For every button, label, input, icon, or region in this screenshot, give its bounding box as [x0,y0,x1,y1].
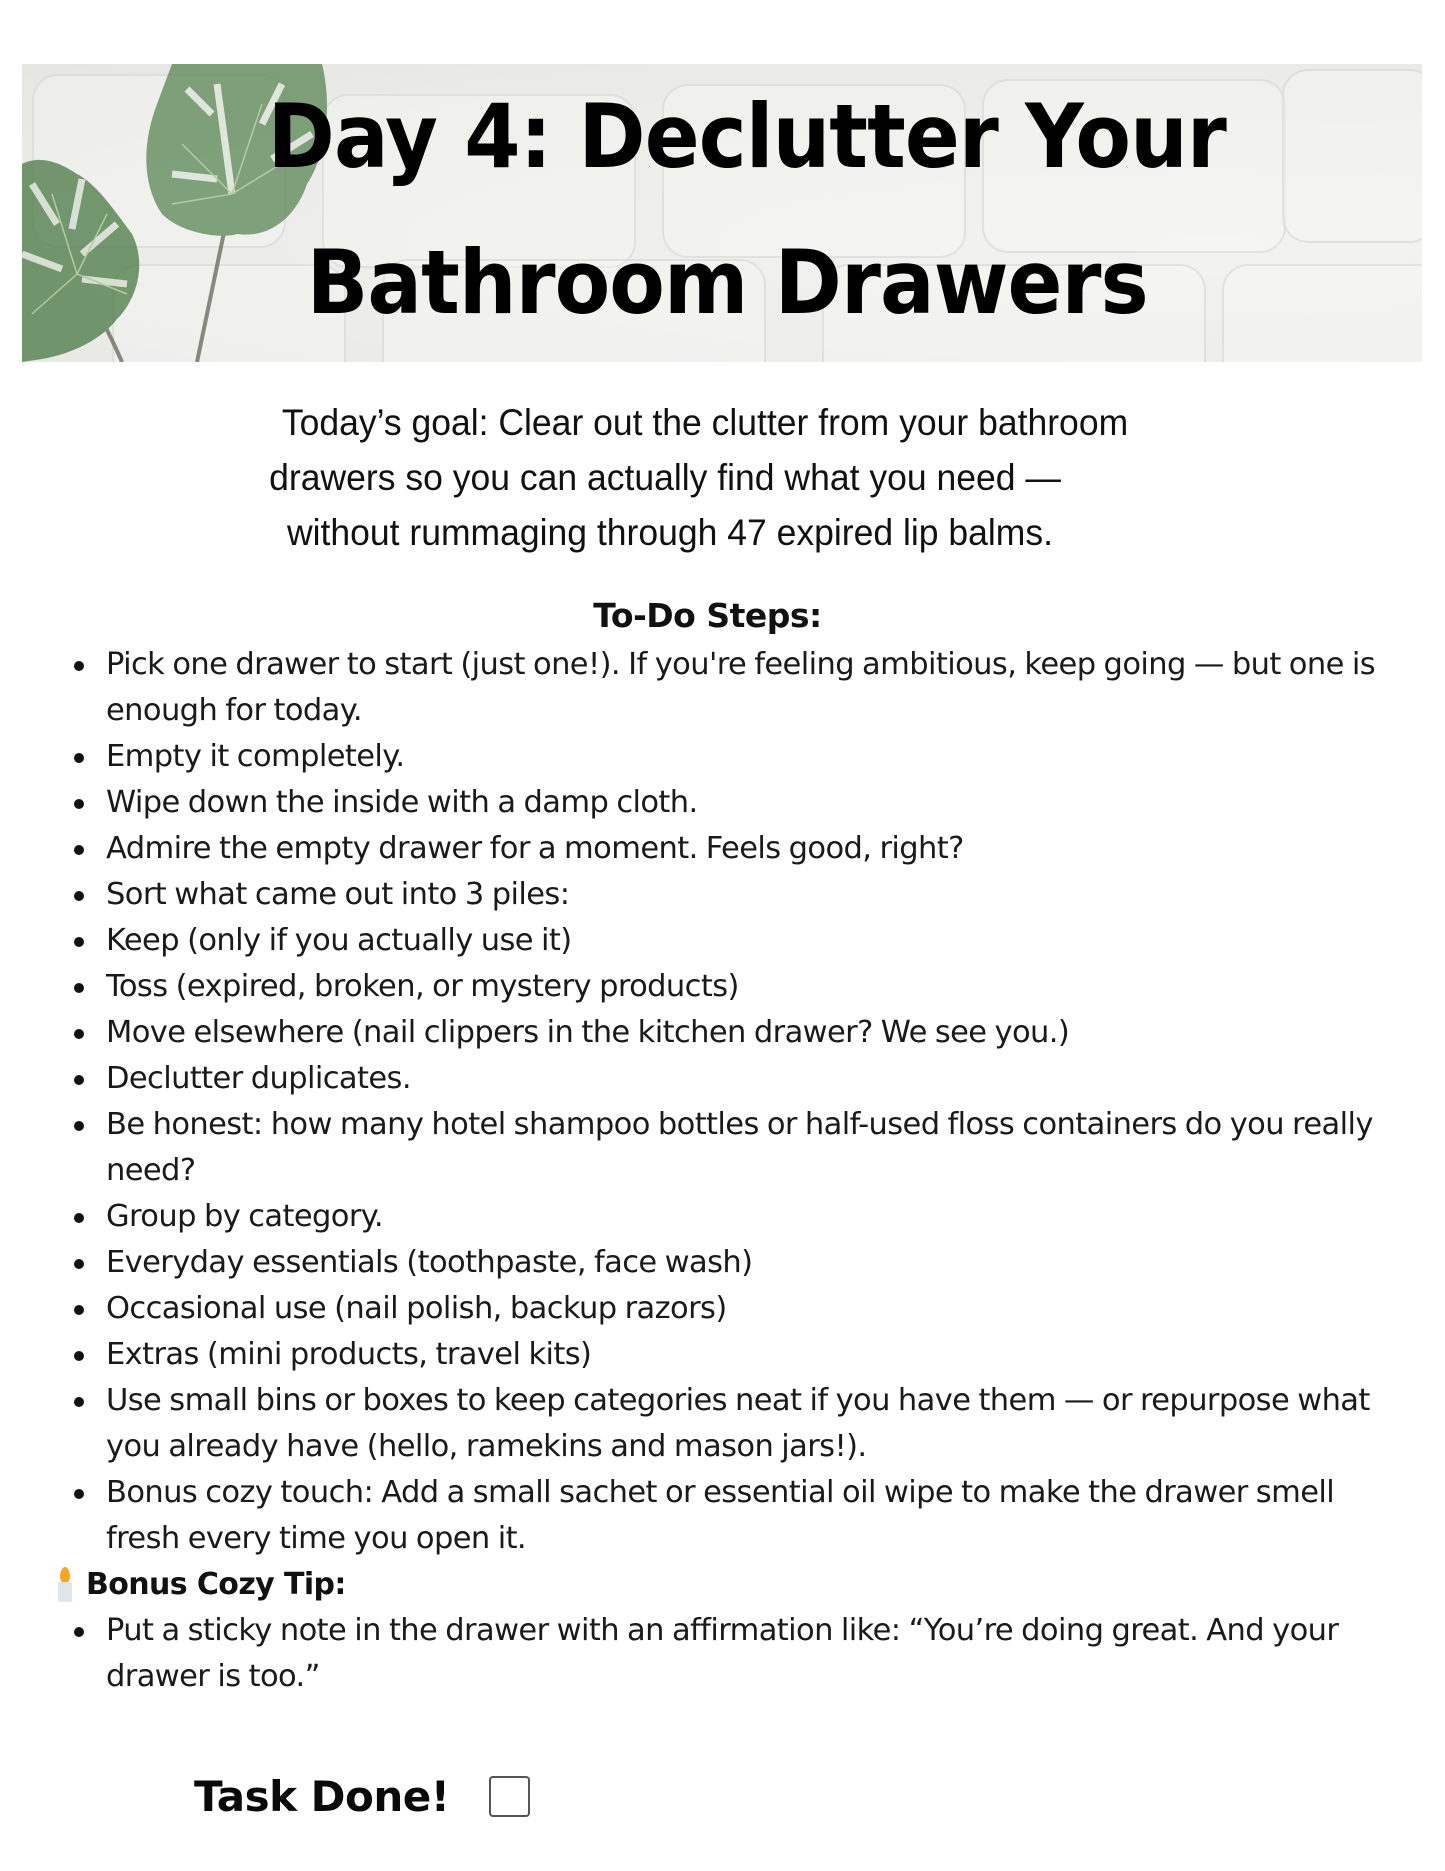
step-text: Wipe down the inside with a damp cloth. [106,785,698,820]
bullet-icon [74,799,84,809]
list-item [0,872,1445,918]
bullet-icon [74,1075,84,1085]
step-text: Everyday essentials (toothpaste, face wash) [106,1245,753,1280]
title-line-1: Day 4: Declutter Your [267,85,1227,188]
task-done-label: Task Done! [194,1772,450,1821]
goal-line-3: without rummaging through 47 expired lip balms. [286,512,1054,553]
list-item [0,826,1445,872]
step-text: Declutter duplicates. [106,1061,411,1096]
step-text: Be honest: how many hotel shampoo bottles or half-used floss containers do you really need? [106,1107,1373,1188]
list-item [0,1378,1445,1470]
task-done-row [194,1772,530,1821]
bullet-icon [74,1397,84,1407]
bullet-icon [74,983,84,993]
list-item [0,1194,1445,1240]
bullet-icon [74,661,84,671]
steps-heading-text: To-Do Steps: [593,596,822,635]
candle-icon [56,1567,74,1603]
bonus-heading-text: Bonus Cozy Tip: [86,1567,346,1602]
goal-line-2: drawers so you can actually find what you need — [269,457,1061,498]
step-text: Keep (only if you actually use it) [106,923,572,958]
bonus-tip-text: Put a sticky note in the drawer with an affirmation like: “You’re doing great. And your drawer is too.” [106,1613,1339,1694]
step-text: Occasional use (nail polish, backup razors) [106,1291,727,1326]
step-text: Admire the empty drawer for a moment. Feels good, right? [106,831,964,866]
goal-paragraph [100,395,1350,560]
bullet-icon [74,1029,84,1039]
list-item [0,1332,1445,1378]
list-item [0,1102,1445,1194]
step-text: Move elsewhere (nail clippers in the kitchen drawer? We see you.) [106,1015,1070,1050]
bullet-icon [74,1305,84,1315]
steps-heading [0,594,1445,638]
step-text: Group by category. [106,1199,383,1234]
step-text: Empty it completely. [106,739,405,774]
goal-line-1: Today’s goal: Clear out the clutter from your bathroom [281,402,1129,443]
todo-steps-list [0,642,1445,1700]
list-item [0,1286,1445,1332]
list-item [0,780,1445,826]
list-item [0,1056,1445,1102]
list-item [0,1240,1445,1286]
bullet-icon [74,1351,84,1361]
page-title [22,64,1422,362]
step-text: Pick one drawer to start (just one!). If you're feeling ambitious, keep going — but one is enough for today. [106,647,1375,728]
bonus-tip-heading [0,1562,1445,1608]
bullet-icon [74,845,84,855]
bullet-icon [74,753,84,763]
list-item [0,642,1445,734]
list-item [0,1010,1445,1056]
title-line-2: Bathroom Drawers [306,231,1148,334]
bullet-icon [74,891,84,901]
list-item [0,1608,1445,1700]
header-banner [22,64,1422,362]
task-done-checkbox[interactable] [489,1776,530,1817]
step-text: Sort what came out into 3 piles: [106,877,570,912]
bullet-icon [74,937,84,947]
step-text: Extras (mini products, travel kits) [106,1337,592,1372]
bullet-icon [74,1213,84,1223]
step-text: Bonus cozy touch: Add a small sachet or essential oil wipe to make the drawer smell fresh every time you open it. [106,1475,1335,1556]
list-item [0,918,1445,964]
bullet-icon [74,1259,84,1269]
bullet-icon [74,1121,84,1131]
list-item [0,734,1445,780]
bullet-icon [74,1489,84,1499]
list-item [0,964,1445,1010]
step-text: Use small bins or boxes to keep categories neat if you have them — or repurpose what you already have (hello, ramekins and mason jars!). [106,1383,1370,1464]
bullet-icon [74,1627,84,1637]
step-text: Toss (expired, broken, or mystery products) [106,969,739,1004]
list-item [0,1470,1445,1562]
